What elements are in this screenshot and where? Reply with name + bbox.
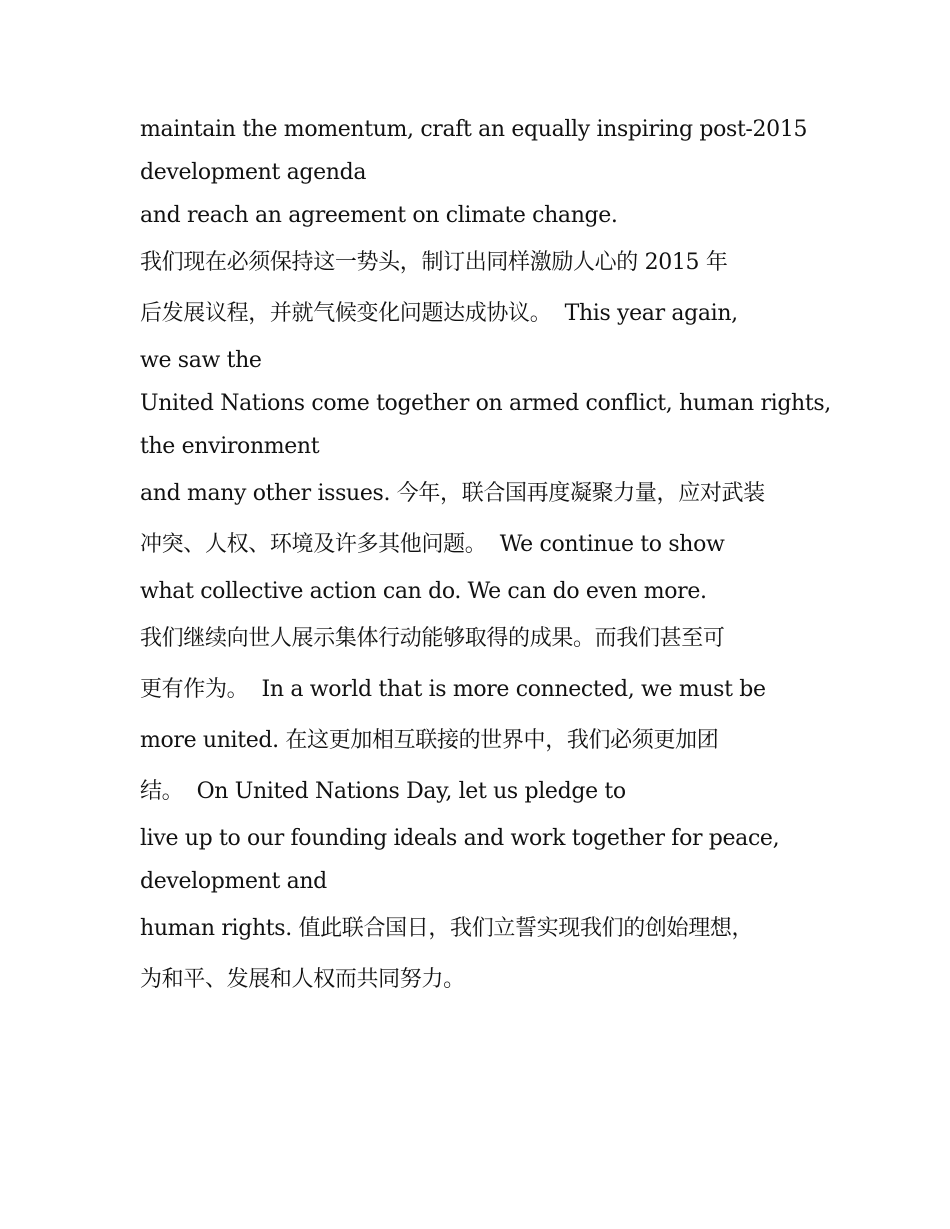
text-line [140, 108, 830, 151]
text-segment: United Nations come together on armed conflict, human rights, [140, 391, 831, 416]
text-segment: 我们现在必须保持这一势头，制订出同样激励人心的 2015 年 [140, 250, 728, 275]
text-segment: We continue to show [486, 532, 725, 557]
text-segment: and many other issues. [140, 481, 391, 506]
text-segment: This year again, [551, 301, 738, 326]
text-segment: the environment [140, 434, 320, 459]
text-line [140, 570, 830, 613]
text-segment: 值此联合国日，我们立誓实现我们的创始理想， [291, 916, 754, 941]
text-segment: 为和平、发展和人权而共同努力。 [140, 967, 465, 992]
text-segment: 更有作为。 [140, 677, 249, 702]
text-line [140, 237, 830, 288]
text-segment: and reach an agreement on climate change. [140, 203, 618, 228]
text-line [140, 151, 830, 194]
text-segment: 后发展议程，并就气候变化问题达成协议。 [140, 301, 552, 326]
text-segment: 在这更加相互联接的世界中，我们必须更加团 [278, 728, 719, 753]
text-line [140, 860, 830, 903]
text-line [140, 339, 830, 382]
text-line [140, 194, 830, 237]
text-line [140, 613, 830, 664]
text-segment: we saw the [140, 348, 262, 373]
text-line [140, 903, 830, 954]
text-line [140, 288, 830, 339]
text-segment: what collective action can do. We can do even more. [140, 579, 707, 604]
text-segment: live up to our founding ideals and work together for peace, [140, 826, 780, 851]
text-line [140, 715, 830, 766]
text-segment: On United Nations Day, let us pledge to [183, 779, 626, 804]
text-segment: more united. [140, 728, 279, 753]
text-segment: 结。 [140, 779, 184, 804]
text-segment: 冲突、人权、环境及许多其他问题。 [140, 532, 487, 557]
text-line [140, 954, 830, 1005]
text-line [140, 766, 830, 817]
text-line [140, 382, 830, 425]
text-segment: 我们继续向世人展示集体行动能够取得的成果。而我们甚至可 [140, 626, 725, 651]
document-body [140, 108, 830, 1005]
text-segment: In a world that is more connected, we must be [248, 677, 766, 702]
text-segment: development and [140, 869, 327, 894]
text-line [140, 468, 830, 519]
text-line [140, 425, 830, 468]
text-line [140, 519, 830, 570]
text-line [140, 817, 830, 860]
text-segment: 今年，联合国再度凝聚力量，应对武装 [390, 481, 765, 506]
text-line [140, 664, 830, 715]
text-segment: development agenda [140, 160, 367, 185]
text-segment: human rights. [140, 916, 292, 941]
text-segment: maintain the momentum, craft an equally inspiring post-2015 [140, 117, 808, 142]
